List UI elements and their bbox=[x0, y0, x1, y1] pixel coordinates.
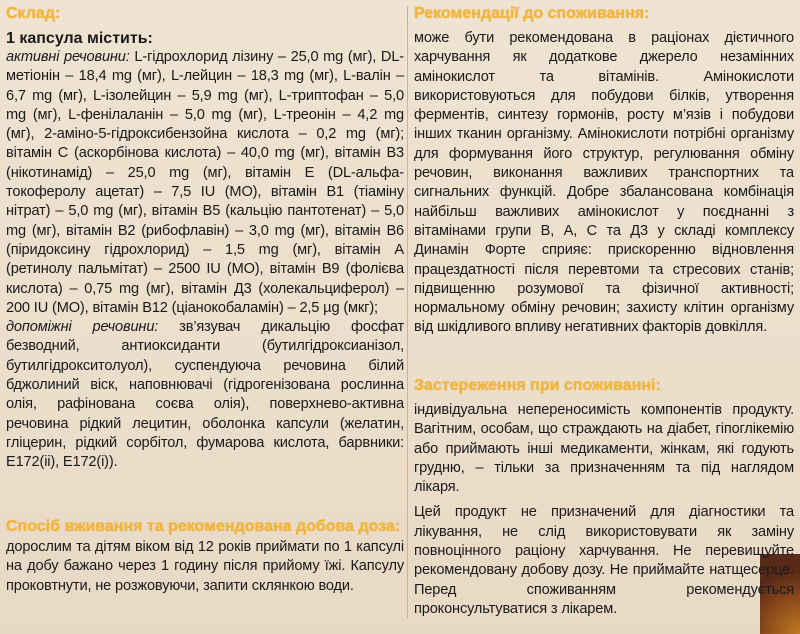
capsule-contains-heading: 1 капсула містить: bbox=[6, 30, 153, 47]
column-divider bbox=[407, 6, 408, 618]
composition-section bbox=[6, 4, 404, 473]
recommend-heading: Рекомендації до споживання: bbox=[414, 5, 650, 22]
warning-text-2: Цей продукт не призначений для діагностики та лікування, не слід використовувати як заміну повноцінного раціону харчування. Не перевищуйте рекомендовану добову дозу. Не приймайте натщесерце. Перед споживанням рекомендується проконсультуватися з лікарем. bbox=[414, 504, 794, 617]
warning-heading: Застереження при споживанні: bbox=[414, 377, 661, 394]
warning-section bbox=[414, 376, 794, 619]
auxiliary-text: зв’язувач дикальцію фосфат безводний, антиоксиданти (бутилгідроксианізол, бутилгідрокситолуол), суспендуюча речовина білий бджолиний віск, наповнювачі (гідрогенізована рослинна олія, рафінована соєва олія), поверхнево-активна речовина рідкий лецитин, оболонка капсули (желатин, гліцерин, рідкий сорбітол, фумарова кислота, барвники: Е172(ii), Е172(i)). bbox=[6, 319, 405, 471]
active-label: активні речовини: bbox=[6, 49, 130, 65]
active-text: L-гідрохлорид лізину – 25,0 mg (мг), DL-метіонін – 18,4 mg (мг), L-лейцин – 18,3 mg (мг), L-валін – 6,7 mg (мг), L-ізолейцин – 5,9 mg (мг), L-триптофан – 5,0 mg (мг), L-фенілаланін – 5,0 mg (мг), L-треонін – 4,2 mg (мг), 2-аміно-5-гідроксибензойна кислота – 0,2 mg (мг); вітамін С (аскорбінова кислота) – 40,0 mg (мг), вітамін В3 (нікотинамід) – 25,0 mg (мг), вітамін Е (DL-альфа-токоферолу ацетат) – 7,5 IU (МО), вітамін В1 (тіаміну нітрат) – 5,0 mg (мг), вітамін В5 (кальцію пантотенат) – 5,0 mg (мг), вітамін В2 (рибофлавін) – 3,0 mg (мг), вітамін В6 (піридоксину гідрохлорид) – 1,5 mg (мг), вітамін А (ретинолу пальмітат) – 2500 IU (МО), вітамін В9 (фолієва кислота) – 0,75 mg (мг), вітамін Д3 (холекальциферол) – 200 IU (МО), вітамін В12 (ціанокобаламін) – 2,5 µg (мкг); bbox=[6, 49, 404, 316]
usage-section bbox=[6, 517, 404, 596]
right-column bbox=[414, 0, 794, 634]
warning-text-1: індивідуальна непереносимість компонентів продукту. Вагітним, особам, що страждають на діабет, гіпоглікемію або приймають інші медикаменти, жінкам, які годують грудню, – тільки за призначенням та під наглядом лікаря. bbox=[414, 402, 794, 496]
composition-heading: Склад: bbox=[6, 5, 61, 22]
usage-heading: Спосіб вживання та рекомендована добова доза: bbox=[6, 518, 401, 535]
auxiliary-ingredients-text bbox=[6, 318, 404, 472]
recommend-section bbox=[414, 4, 794, 338]
usage-text: дорослим та дітям віком від 12 років приймати по 1 капсулі на добу бажано через 1 годину після прийому їжі. Капсулу проковтнути, не розжовуючи, запити склянкою води. bbox=[6, 539, 404, 594]
auxiliary-label: допоміжні речовини: bbox=[6, 319, 159, 336]
left-column bbox=[6, 0, 404, 634]
recommend-text: може бути рекомендована в раціонах дієтичного харчування як додаткове джерело незамінних амінокислот та вітамінів. Амінокислоти використовуються для побудови білків, утворення ферментів, синтезу гормонів, росту м’язів і побудови інших тканин організму. Амінокислоти потрібні організму для формування його структур, регулювання обміну речовин, виконання важливих транспортних та сигнальних функцій. Добре збалансована комбінація найбільш важливих амінокислот у поєднанні з вітамінами групи В, А, С та Д3 у складі комплексу Динамін Форте сприяє: прискоренню відновлення працездатності після перевтоми та стресових станів; підвищенню розумової та фізичної активності; нормальному обміну речовин; захисту клітин організму від шкідливого впливу негативних факторів довкілля. bbox=[414, 30, 794, 336]
active-ingredients-text bbox=[6, 48, 404, 318]
